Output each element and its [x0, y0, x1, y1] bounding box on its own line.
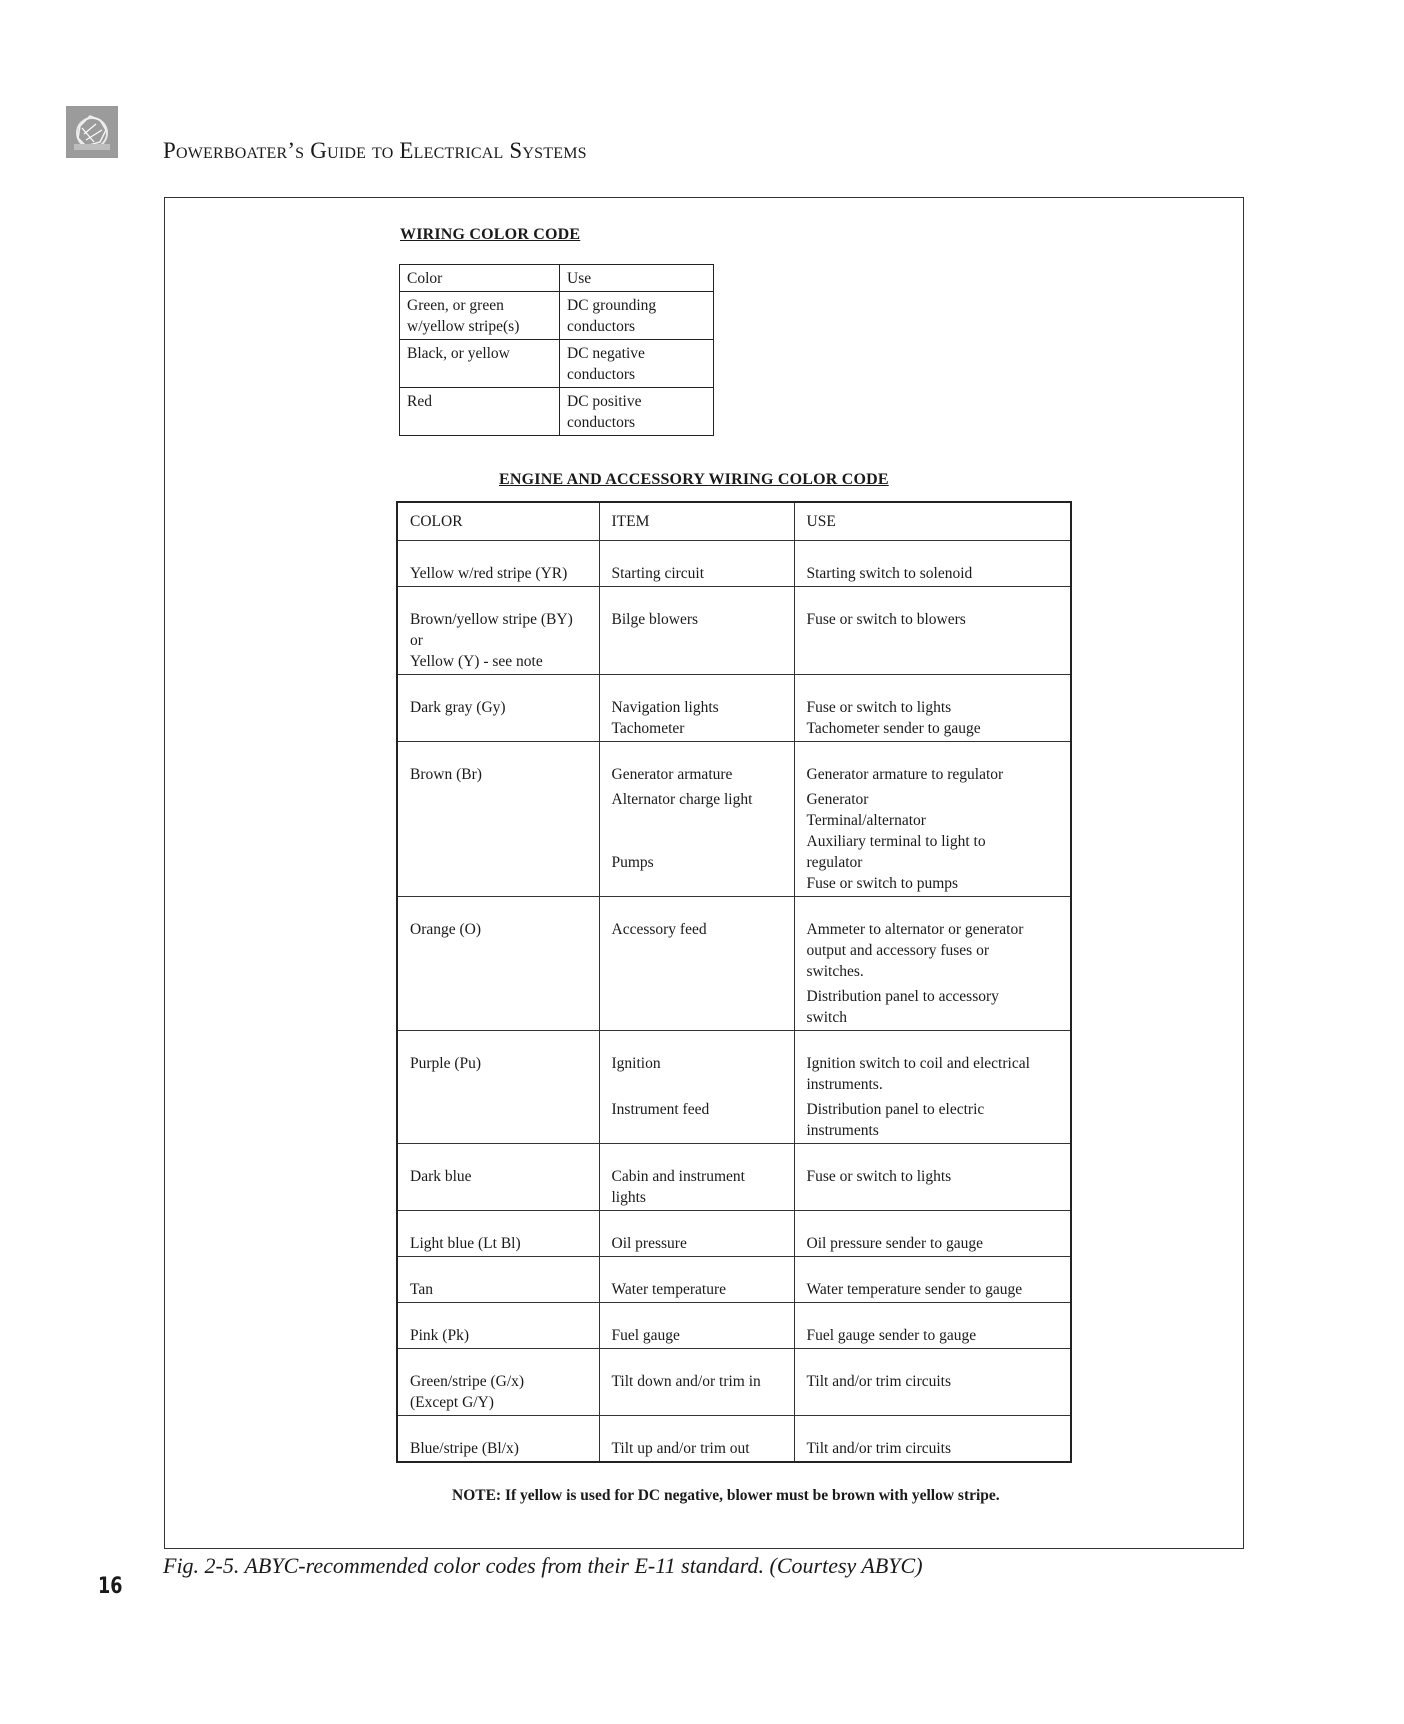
cell-line: Generator armature: [611, 766, 733, 783]
cell-line: Tan: [410, 1281, 434, 1298]
cell-line: Fuel gauge sender to gauge: [806, 1327, 977, 1344]
wiring-table-title: WIRING COLOR CODE: [400, 226, 581, 243]
wiring-use-cell: [560, 292, 714, 340]
engine-item-cell: [599, 1416, 794, 1463]
wiring-header-cell: Use: [560, 265, 714, 292]
cell-line: Blue/stripe (Bl/x): [410, 1440, 519, 1457]
engine-color-cell: [397, 742, 599, 897]
cell-line: or: [410, 632, 423, 649]
table-row: [397, 1416, 1071, 1463]
engine-color-cell: [397, 1031, 599, 1144]
cell-line: Purple (Pu): [410, 1055, 482, 1072]
cell-line: Tachometer sender to gauge: [806, 720, 981, 737]
cell-line: Green/stripe (G/x): [410, 1373, 525, 1390]
cell-line: instruments: [806, 1122, 879, 1139]
engine-use-cell: [794, 1257, 1071, 1303]
running-head-cap: G: [310, 138, 328, 163]
engine-use-cell: [794, 1416, 1071, 1463]
cell-line: output and accessory fuses or: [806, 942, 990, 959]
cell-line: Terminal/alternator: [806, 812, 926, 829]
wiring-color-cell: [400, 388, 560, 436]
running-head-cap: P: [163, 138, 176, 163]
cell-line: Navigation lights: [611, 699, 719, 716]
cell-line: Fuse or switch to lights: [806, 1168, 952, 1185]
running-head-rest: ystems: [522, 138, 587, 163]
cell-line: Ignition: [611, 1055, 661, 1072]
engine-color-table: [396, 501, 1072, 1463]
engine-item-cell: [599, 675, 794, 742]
table-row: [397, 587, 1071, 675]
engine-use-cell: [794, 1144, 1071, 1211]
cell-line: Cabin and instrument: [611, 1168, 745, 1185]
cell-line: Yellow w/red stripe (YR): [410, 565, 568, 582]
cell-line: lights: [611, 1189, 646, 1206]
engine-use-cell: [794, 1349, 1071, 1416]
cell-line: switch: [806, 1009, 847, 1026]
engine-use-cell: [794, 742, 1071, 897]
wiring-color-cell: [400, 292, 560, 340]
cell-line: Ammeter to alternator or generator: [806, 921, 1024, 938]
cell-line: Instrument feed: [611, 1101, 710, 1118]
cell-line: Bilge blowers: [611, 611, 699, 628]
cell-line: Starting circuit: [611, 565, 705, 582]
cell-line: Tilt up and/or trim out: [611, 1440, 750, 1457]
cell-line: Pink (Pk): [410, 1327, 469, 1344]
engine-color-cell: [397, 897, 599, 1031]
engine-use-cell: [794, 541, 1071, 587]
cell-line: Water temperature: [611, 1281, 727, 1298]
cell-line: Fuse or switch to pumps: [806, 875, 959, 892]
cell-line: Generator armature to regulator: [806, 766, 1004, 783]
cell-line: Pumps: [611, 854, 654, 871]
wiring-use-cell: [560, 340, 714, 388]
running-head-rest: uide to: [327, 138, 400, 163]
cell-line: w/yellow stripe(s): [407, 318, 520, 335]
engine-header-cell: USE: [794, 502, 1071, 541]
cell-line: Auxiliary terminal to light to: [806, 833, 986, 850]
engine-table-title: ENGINE AND ACCESSORY WIRING COLOR CODE: [499, 471, 889, 488]
engine-use-cell: [794, 1303, 1071, 1349]
cell-line: Starting switch to solenoid: [806, 565, 973, 582]
engine-item-cell: [599, 897, 794, 1031]
cell-line: Yellow (Y) - see note: [410, 653, 543, 670]
wiring-color-table: [399, 264, 714, 436]
cell-line: Tilt and/or trim circuits: [806, 1373, 952, 1390]
figure-caption: Fig. 2-5. ABYC-recommended color codes from their E-11 standard. (Courtesy ABYC): [163, 1553, 923, 1578]
cell-line: Black, or yellow: [407, 345, 510, 362]
cell-line: switches.: [806, 963, 864, 980]
cell-line: Green, or green: [407, 297, 504, 314]
book-logo-icon: [66, 106, 118, 158]
table-row: [397, 1349, 1071, 1416]
cell-line: Distribution panel to electric: [806, 1101, 985, 1118]
engine-item-cell: [599, 1211, 794, 1257]
cell-line: DC negative: [567, 345, 645, 362]
engine-item-cell: [599, 1349, 794, 1416]
cell-line: Tilt down and/or trim in: [611, 1373, 761, 1390]
engine-color-cell: [397, 587, 599, 675]
cell-line: (Except G/Y): [410, 1394, 494, 1411]
engine-color-cell: [397, 1257, 599, 1303]
cell-line: Alternator charge light: [611, 791, 753, 808]
cell-line: Tilt and/or trim circuits: [806, 1440, 952, 1457]
table-row: [397, 1211, 1071, 1257]
cell-line: Light blue (Lt Bl): [410, 1235, 521, 1252]
cell-line: Fuse or switch to blowers: [806, 611, 966, 628]
table-row: [400, 340, 714, 388]
engine-use-cell: [794, 1031, 1071, 1144]
engine-item-cell: [599, 1031, 794, 1144]
cell-line: DC positive: [567, 393, 642, 410]
cell-line: instruments.: [806, 1076, 883, 1093]
table-row: [397, 675, 1071, 742]
engine-item-cell: [599, 742, 794, 897]
table-row: [397, 1257, 1071, 1303]
engine-item-cell: [599, 1303, 794, 1349]
running-head: [163, 138, 587, 164]
cell-line: [612, 1074, 784, 1095]
cell-line: regulator: [806, 854, 863, 871]
engine-color-cell: [397, 1144, 599, 1211]
cell-line: Red: [407, 393, 432, 410]
cell-line: Accessory feed: [611, 921, 707, 938]
table-row: [400, 388, 714, 436]
cell-line: Distribution panel to accessory: [806, 988, 999, 1005]
engine-use-cell: [794, 675, 1071, 742]
cell-line: Dark blue: [410, 1168, 472, 1185]
engine-item-cell: [599, 1257, 794, 1303]
cell-line: conductors: [567, 366, 636, 383]
cell-line: [612, 810, 784, 831]
engine-color-cell: [397, 1416, 599, 1463]
running-head-rest: lectrical: [413, 138, 510, 163]
table-row: [397, 897, 1071, 1031]
engine-item-cell: [599, 587, 794, 675]
cell-line: Orange (O): [410, 921, 482, 938]
engine-color-cell: [397, 1303, 599, 1349]
cell-line: Dark gray (Gy): [410, 699, 506, 716]
cell-line: DC grounding: [567, 297, 657, 314]
table-row: [397, 1031, 1071, 1144]
engine-item-cell: [599, 1144, 794, 1211]
engine-item-cell: [599, 541, 794, 587]
running-head-cap: S: [509, 138, 523, 163]
cell-line: Oil pressure: [611, 1235, 687, 1252]
cell-line: conductors: [567, 414, 636, 431]
table-row: [397, 742, 1071, 897]
engine-header-cell: COLOR: [410, 513, 463, 530]
cell-line: Tachometer: [611, 720, 685, 737]
table-row: [397, 1144, 1071, 1211]
cell-line: Brown/yellow stripe (BY): [410, 611, 573, 628]
cell-line: Ignition switch to coil and electrical: [806, 1055, 1030, 1072]
table-note: NOTE: If yellow is used for DC negative, blower must be brown with yellow stripe.: [452, 1487, 1000, 1504]
cell-line: Fuse or switch to lights: [806, 699, 952, 716]
wiring-header-cell: Color: [400, 265, 560, 292]
engine-color-cell: [397, 675, 599, 742]
engine-color-cell: [397, 541, 599, 587]
cell-line: [612, 831, 784, 852]
wiring-color-cell: [400, 340, 560, 388]
engine-header-cell: ITEM: [599, 502, 794, 541]
running-head-rest: owerboater’s: [176, 138, 311, 163]
wiring-use-cell: [560, 388, 714, 436]
table-row: [397, 541, 1071, 587]
cell-line: Water temperature sender to gauge: [806, 1281, 1023, 1298]
table-row: [400, 292, 714, 340]
cell-line: Oil pressure sender to gauge: [806, 1235, 983, 1252]
running-head-cap: E: [399, 138, 414, 163]
engine-color-cell: [397, 1349, 599, 1416]
table-row: [397, 1303, 1071, 1349]
engine-use-cell: [794, 897, 1071, 1031]
engine-use-cell: [794, 587, 1071, 675]
page-number: 16: [98, 1574, 123, 1599]
cell-line: Fuel gauge: [611, 1327, 680, 1344]
engine-color-cell: [397, 1211, 599, 1257]
cell-line: conductors: [567, 318, 636, 335]
engine-use-cell: [794, 1211, 1071, 1257]
cell-line: Brown (Br): [410, 766, 482, 783]
cell-line: Generator: [806, 791, 869, 808]
